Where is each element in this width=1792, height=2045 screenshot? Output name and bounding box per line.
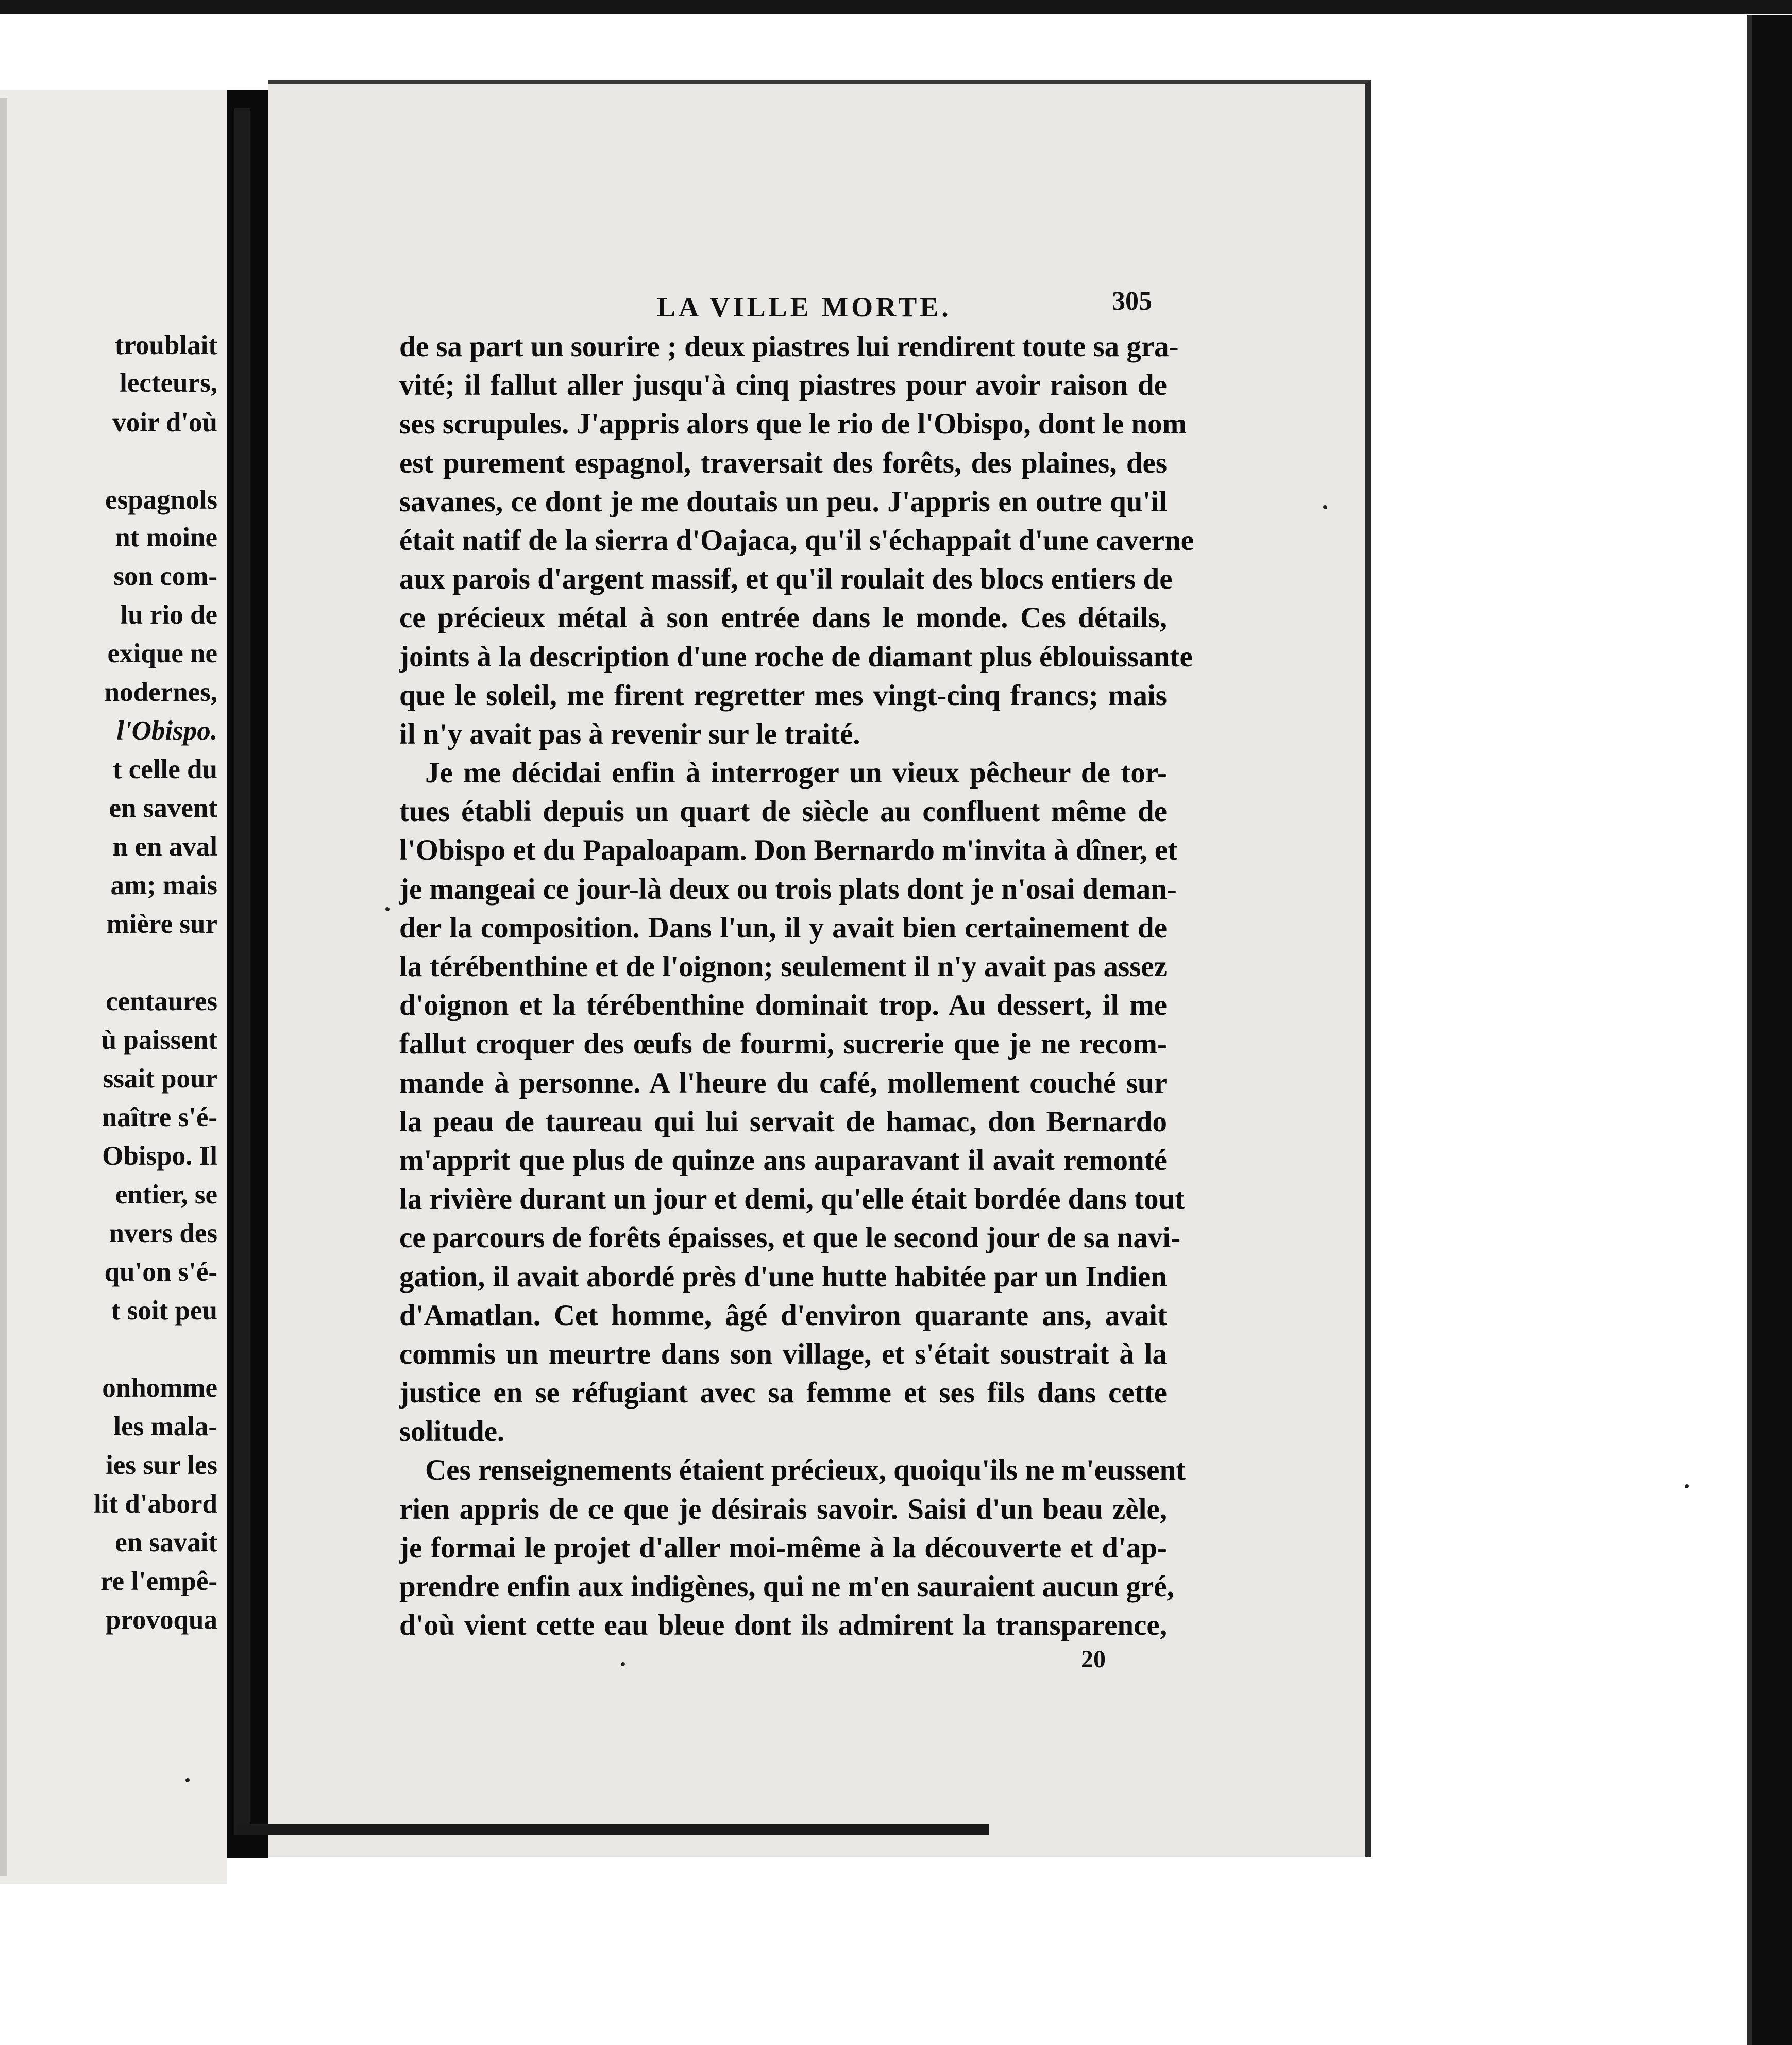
signature-mark: 20 [1081, 1646, 1106, 1673]
text-line: joints à la description d'une roche de diamant plus éblouissante [399, 640, 1193, 673]
left-text-fragment: entier, se [115, 1180, 217, 1210]
text-line: d'où vient cette eau bleue dont ils admirent la transparence, [399, 1609, 1167, 1642]
left-text-fragment: qu'on s'é- [104, 1257, 217, 1287]
left-text-fragment: mière sur [106, 909, 217, 939]
running-head: LA VILLE MORTE. [657, 292, 952, 323]
text-line: commis un meurtre dans son village, et s'était soustrait à la [399, 1337, 1167, 1370]
left-text-fragment: son com- [113, 561, 217, 591]
left-text-fragment: am; mais [110, 870, 217, 900]
text-line: de sa part un sourire ; deux piastres lui rendirent toute sa gra- [399, 330, 1179, 363]
text-line: d'oignon et la térébenthine dominait trop. Au dessert, il me [399, 989, 1167, 1022]
text-line: Ces renseignements étaient précieux, quoiqu'ils ne m'eussent [425, 1454, 1186, 1487]
left-text-fragment: en savait [115, 1528, 217, 1557]
text-line: la térébenthine et de l'oignon; seulement il n'y avait pas assez [399, 950, 1167, 983]
left-text-fragment: voir d'où [112, 408, 217, 438]
scan-right-edge [1752, 15, 1792, 2045]
text-line: prendre enfin aux indigènes, qui ne m'en sauraient aucun gré, [399, 1570, 1174, 1603]
left-text-fragment: naître s'é- [102, 1102, 217, 1132]
dust-speck [1685, 1484, 1689, 1488]
spine-gutter [234, 108, 250, 1835]
text-line: m'apprit que plus de quinze ans auparavant il avait remonté [399, 1144, 1167, 1177]
left-text-fragment: nodernes, [104, 677, 217, 707]
dust-speck [621, 1662, 625, 1666]
text-line: fallut croquer des œufs de fourmi, sucrerie que je ne recom- [399, 1028, 1167, 1061]
text-line: il n'y avait pas à revenir sur le traité. [399, 717, 860, 750]
text-line: savanes, ce dont je me doutais un peu. J'appris en outre qu'il [399, 485, 1167, 518]
text-line: Je me décidai enfin à interroger un vieux pêcheur de tor- [425, 757, 1167, 790]
left-text-fragment: onhomme [102, 1373, 217, 1403]
left-text-fragment: lu rio de [120, 600, 217, 630]
text-line: que le soleil, me firent regretter mes vingt-cinq francs; mais [399, 679, 1167, 712]
left-text-fragment: troublait [114, 330, 217, 360]
left-text-fragment: ù paissent [101, 1025, 217, 1055]
text-line: d'Amatlan. Cet homme, âgé d'environ quarante ans, avait [399, 1299, 1167, 1332]
text-line: je formai le projet d'aller moi-même à la découverte et d'ap- [399, 1531, 1167, 1564]
left-text-fragment: en savent [109, 793, 217, 823]
text-line: est purement espagnol, traversait des forêts, des plaines, des [399, 446, 1167, 479]
left-text-fragment: ies sur les [106, 1450, 217, 1480]
dust-speck [385, 907, 390, 911]
left-text-fragment: lit d'abord [93, 1489, 217, 1519]
left-text-fragment: ssait pour [103, 1064, 217, 1094]
text-line: vité; il fallut aller jusqu'à cinq piastres pour avoir raison de [399, 369, 1167, 402]
left-text-fragment: l'Obispo. [116, 716, 217, 746]
text-line: rien appris de ce que je désirais savoir. Saisi d'un beau zèle, [399, 1493, 1167, 1526]
text-line: mande à personne. A l'heure du café, mollement couché sur [399, 1066, 1167, 1099]
text-line: ce parcours de forêts épaisses, et que le second jour de sa navi- [399, 1221, 1181, 1254]
left-text-fragment: centaures [106, 986, 217, 1016]
left-page-edge [0, 98, 7, 1876]
dust-speck [1323, 505, 1327, 509]
text-line: justice en se réfugiant avec sa femme et ses fils dans cette [399, 1377, 1167, 1410]
text-line: ce précieux métal à son entrée dans le monde. Ces détails, [399, 601, 1167, 634]
dust-speck [185, 1778, 190, 1782]
left-text-fragment: t soit peu [111, 1296, 217, 1326]
left-text-fragment: nt moine [115, 523, 217, 552]
text-line: était natif de la sierra d'Oajaca, qu'il s'échappait d'une caverne [399, 524, 1194, 557]
text-line: aux parois d'argent massif, et qu'il roulait des blocs entiers de [399, 563, 1173, 596]
text-line: l'Obispo et du Papaloapam. Don Bernardo m'invita à dîner, et [399, 834, 1178, 867]
left-text-fragment: espagnols [105, 485, 217, 515]
left-text-fragment: lecteurs, [120, 368, 217, 398]
left-text-fragment: exique ne [107, 639, 217, 668]
left-text-fragment: re l'empê- [100, 1566, 217, 1596]
scan-top-edge [0, 0, 1792, 14]
text-line: la peau de taureau qui lui servait de hamac, don Bernardo [399, 1105, 1167, 1138]
left-text-fragment: t celle du [112, 755, 217, 784]
text-line: ses scrupules. J'appris alors que le rio de l'Obispo, dont le nom [399, 408, 1187, 441]
left-text-fragment: nvers des [109, 1218, 217, 1248]
text-line: tues établi depuis un quart de siècle au confluent même de [399, 795, 1167, 828]
left-text-fragment: Obispo. Il [102, 1141, 217, 1171]
text-line: la rivière durant un jour et demi, qu'elle était bordée dans tout [399, 1183, 1185, 1216]
left-text-fragment: provoqua [106, 1605, 217, 1635]
left-text-fragment: n en aval [112, 832, 217, 862]
text-line: solitude. [399, 1415, 505, 1448]
text-line: je mangeai ce jour-là deux ou trois plats dont je n'osai deman- [399, 873, 1177, 906]
left-page [0, 90, 227, 1884]
page-number: 305 [1112, 287, 1152, 316]
cover-board-bottom [237, 1824, 989, 1835]
text-line: gation, il avait abordé près d'une hutte habitée par un Indien [399, 1260, 1167, 1293]
left-text-fragment: les mala- [113, 1412, 217, 1441]
text-line: der la composition. Dans l'un, il y avait bien certainement de [399, 911, 1167, 944]
body-text [399, 327, 1194, 1645]
